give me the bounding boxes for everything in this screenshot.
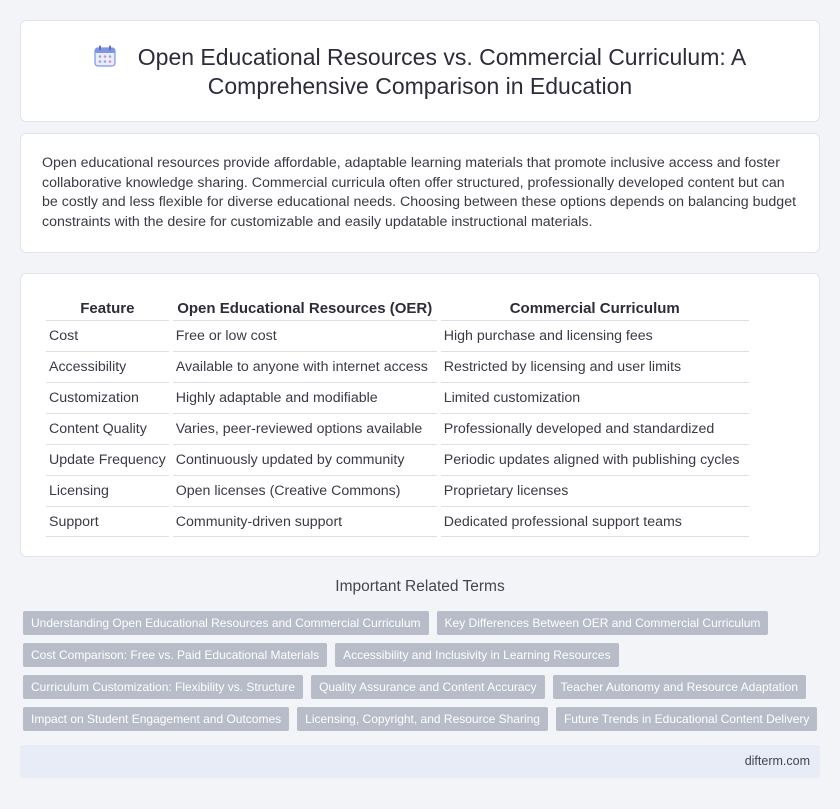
table-row — [46, 444, 749, 475]
table-cell: Highly adaptable and modifiable — [173, 382, 437, 413]
related-term-tag[interactable]: Teacher Autonomy and Resource Adaptation — [553, 675, 807, 699]
comparison-card — [20, 273, 820, 557]
table-cell: Accessibility — [46, 351, 169, 382]
title-line-2: Comprehensive Comparison in Education — [207, 73, 633, 99]
related-term-tag[interactable]: Curriculum Customization: Flexibility vs. Structure — [23, 675, 303, 699]
tag-row — [23, 675, 823, 699]
header-card — [20, 20, 820, 122]
table-cell: Content Quality — [46, 413, 169, 444]
table-cell: Periodic updates aligned with publishing cycles — [441, 444, 749, 475]
comparison-table — [42, 296, 753, 537]
footer — [20, 745, 820, 778]
intro-text: Open educational resources provide affordable, adaptable learning materials that promote inclusive access and foster collaborative knowledge sharing. Commercial curricula often offer structured, professionally developed content but can be costly and less flexible for diverse educational needs. Choosing between these options depends on balancing budget constraints with the desire for customizable and easily updatable instructional materials. — [42, 155, 797, 230]
table-cell: Restricted by licensing and user limits — [441, 351, 749, 382]
table-cell: Customization — [46, 382, 169, 413]
calendar-icon — [94, 45, 116, 67]
related-term-tag[interactable]: Future Trends in Educational Content Delivery — [556, 707, 817, 731]
related-term-tag[interactable]: Quality Assurance and Content Accuracy — [311, 675, 544, 699]
table-cell: Community-driven support — [173, 506, 437, 537]
table-row — [46, 382, 749, 413]
related-term-tag[interactable]: Licensing, Copyright, and Resource Sharing — [297, 707, 548, 731]
table-cell: Limited customization — [441, 382, 749, 413]
column-header-commercial: Commercial Curriculum — [509, 299, 680, 317]
related-terms-list — [23, 611, 823, 739]
table-cell: Free or low cost — [173, 320, 437, 351]
related-term-tag[interactable]: Accessibility and Inclusivity in Learning Resources — [335, 643, 618, 667]
column-header-feature: Feature — [80, 299, 135, 317]
column-header-oer: Open Educational Resources (OER) — [177, 299, 433, 317]
table-row — [46, 506, 749, 537]
table-cell: Dedicated professional support teams — [441, 506, 749, 537]
table-cell: Update Frequency — [46, 444, 169, 475]
related-term-tag[interactable]: Understanding Open Educational Resources and Commercial Curriculum — [23, 611, 429, 635]
table-cell: Open licenses (Creative Commons) — [173, 475, 437, 506]
page-title — [21, 43, 819, 101]
table-row — [46, 320, 749, 351]
table-cell: Continuously updated by community — [173, 444, 437, 475]
related-term-tag[interactable]: Key Differences Between OER and Commercial Curriculum — [437, 611, 769, 635]
table-cell: Support — [46, 506, 169, 537]
footer-brand-link[interactable]: difterm.com — [744, 754, 810, 768]
table-cell: Available to anyone with internet access — [173, 351, 437, 382]
table-cell: High purchase and licensing fees — [441, 320, 749, 351]
table-cell: Varies, peer-reviewed options available — [173, 413, 437, 444]
table-cell: Cost — [46, 320, 169, 351]
intro-card — [20, 133, 820, 253]
related-terms-title: Important Related Terms — [335, 578, 505, 595]
related-term-tag[interactable]: Impact on Student Engagement and Outcomes — [23, 707, 289, 731]
table-header-row — [46, 296, 749, 320]
tag-row — [23, 643, 823, 667]
table-cell: Licensing — [46, 475, 169, 506]
table-row — [46, 351, 749, 382]
tag-row — [23, 611, 823, 635]
table-row — [46, 413, 749, 444]
tag-row — [23, 707, 823, 731]
related-term-tag[interactable]: Cost Comparison: Free vs. Paid Educational Materials — [23, 643, 327, 667]
table-cell: Professionally developed and standardized — [441, 413, 749, 444]
table-cell: Proprietary licenses — [441, 475, 749, 506]
title-line-1: Open Educational Resources vs. Commercial Curriculum: A — [137, 44, 747, 70]
table-row — [46, 475, 749, 506]
